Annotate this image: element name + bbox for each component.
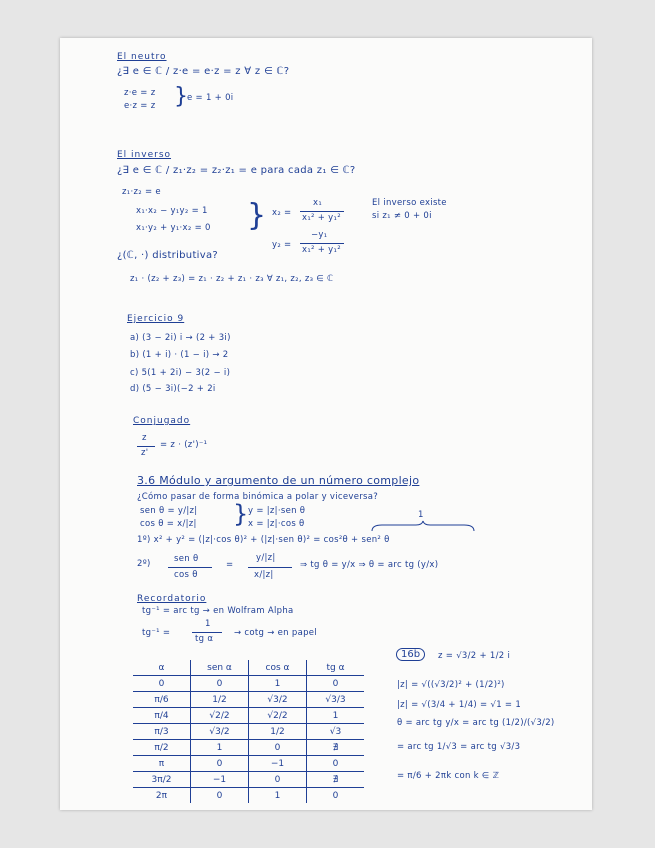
overbrace-label: 1 — [418, 510, 424, 520]
neutro-line2: e·z = z — [124, 101, 156, 111]
ejercicio-c: c) 5(1 + 2i) − 3(2 − i) — [130, 368, 231, 378]
table-cell: 3π/2 — [133, 772, 191, 788]
modulo-heading: 3.6 Módulo y argumento de un número complejo — [137, 474, 420, 487]
distributiva-question: ¿(ℂ, ·) distributiva? — [117, 250, 218, 261]
step1-equation: 1º) x² + y² = (|z|·cos θ)² + (|z|·sen θ)² = cos²θ + sen² θ — [137, 535, 390, 545]
header-alpha: α — [133, 660, 191, 676]
step2-num2: y/|z| — [256, 553, 276, 563]
table-cell: 1/2 — [191, 692, 249, 708]
trig-values-table — [133, 660, 364, 803]
step2-equals: = — [226, 560, 234, 570]
recordatorio-line2-label: tg⁻¹ = — [142, 628, 171, 638]
step2-label: 2º) — [137, 559, 151, 569]
inverso-eq2: x₁·y₂ + y₁·x₂ = 0 — [136, 223, 211, 233]
step2-num1: sen θ — [174, 554, 199, 564]
table-row — [133, 788, 364, 804]
table-cell: 1 — [307, 708, 365, 724]
inverso-note2: si z₁ ≠ 0 + 0i — [372, 211, 432, 221]
neutro-result: e = 1 + 0i — [187, 93, 234, 103]
distributiva-equation: z₁ · (z₂ + z₃) = z₁ · z₂ + z₁ · z₃ ∀ z₁, z₂, z₃ ∈ ℂ — [130, 274, 334, 284]
table-row — [133, 756, 364, 772]
argument-step2: = arc tg 1/√3 = arc tg √3/3 — [397, 742, 521, 752]
table-cell: π/3 — [133, 724, 191, 740]
table-cell: 0 — [191, 676, 249, 692]
x2-label: x₂ = — [272, 208, 292, 218]
neutro-brace: } — [174, 84, 188, 109]
table-cell: 1 — [191, 740, 249, 756]
table-cell: √3 — [307, 724, 365, 740]
table-cell: 0 — [133, 676, 191, 692]
header-tg: tg α — [307, 660, 365, 676]
table-cell: π/2 — [133, 740, 191, 756]
x2-numerator: x₁ — [313, 198, 323, 208]
table-cell: ∄ — [307, 740, 365, 756]
overbrace-mark — [370, 520, 476, 532]
conjugado-heading: Conjugado — [133, 416, 191, 426]
table-cell: 2π — [133, 788, 191, 804]
table-cell: ∄ — [307, 772, 365, 788]
table-cell: √3/2 — [191, 724, 249, 740]
conjugado-denominator: z' — [141, 448, 149, 458]
inverso-eq1: x₁·x₂ − y₁y₂ = 1 — [136, 206, 208, 216]
conjugado-fraction-bar — [137, 446, 155, 447]
conjugado-rhs: = z · (z')⁻¹ — [160, 440, 208, 450]
conjugado-numerator: z — [142, 433, 147, 443]
problem-tag: 16b — [396, 648, 425, 661]
y2-label: y₂ = — [272, 240, 292, 250]
table-cell: 0 — [191, 788, 249, 804]
problem-z: z = √3/2 + 1/2 i — [438, 651, 511, 661]
argument-result: = π/6 + 2πk con k ∈ ℤ — [397, 771, 500, 781]
x2-fraction-bar — [300, 211, 344, 212]
y2-numerator: −y₁ — [311, 230, 328, 240]
neutro-heading: El neutro — [117, 52, 167, 62]
y2-denominator: x₁² + y₁² — [302, 245, 341, 255]
table-cell: 1 — [249, 676, 307, 692]
table-cell: 0 — [249, 740, 307, 756]
neutro-question: ¿∃ e ∈ ℂ / z·e = e·z = z ∀ z ∈ ℂ? — [117, 66, 290, 77]
modulus-step2: |z| = √(3/4 + 1/4) = √1 = 1 — [397, 700, 522, 710]
step2-bar1 — [168, 567, 212, 568]
recordatorio-bar — [192, 632, 222, 633]
step2-den1: cos θ — [174, 570, 198, 580]
inverso-question: ¿∃ e ∈ ℂ / z₁·z₂ = z₂·z₁ = e para cada z₁ ∈ ℂ? — [117, 165, 356, 176]
header-cos: cos α — [249, 660, 307, 676]
table-cell: π — [133, 756, 191, 772]
recordatorio-num: 1 — [205, 619, 211, 629]
inverso-brace: } — [247, 198, 267, 233]
table-header-row — [133, 660, 364, 676]
table-cell: √3/3 — [307, 692, 365, 708]
table-cell: π/6 — [133, 692, 191, 708]
table-cell: √2/2 — [249, 708, 307, 724]
table-cell: 0 — [307, 676, 365, 692]
inverso-line1: z₁·z₂ = e — [122, 187, 161, 197]
cos-definition: cos θ = x/|z| — [140, 519, 197, 529]
ejercicio-a: a) (3 − 2i) i → (2 + 3i) — [130, 333, 231, 343]
table-cell: 0 — [191, 756, 249, 772]
table-row — [133, 692, 364, 708]
recordatorio-den: tg α — [195, 634, 214, 644]
inverso-heading: El inverso — [117, 150, 172, 160]
step2-den2: x/|z| — [254, 570, 274, 580]
table-row — [133, 772, 364, 788]
neutro-line1: z·e = z — [124, 88, 156, 98]
table-row — [133, 708, 364, 724]
sen-definition: sen θ = y/|z| — [140, 506, 198, 516]
table-cell: −1 — [249, 756, 307, 772]
recordatorio-heading: Recordatorio — [137, 594, 207, 604]
table-row — [133, 740, 364, 756]
inverso-note1: El inverso existe — [372, 198, 447, 208]
table-cell: 1/2 — [249, 724, 307, 740]
table-cell: 0 — [307, 788, 365, 804]
polar-brace: } — [233, 500, 249, 528]
header-sen: sen α — [191, 660, 249, 676]
step2-rest: ⇒ tg θ = y/x ⇒ θ = arc tg (y/x) — [300, 560, 439, 570]
table-cell: 1 — [249, 788, 307, 804]
table-cell: √3/2 — [249, 692, 307, 708]
argument-step1: θ = arc tg y/x = arc tg (1/2)/(√3/2) — [397, 718, 555, 728]
y2-fraction-bar — [300, 243, 344, 244]
y-polar-equation: y = |z|·sen θ — [248, 506, 306, 516]
x2-denominator: x₁² + y₁² — [302, 213, 341, 223]
table-row — [133, 676, 364, 692]
modulus-step1: |z| = √((√3/2)² + (1/2)²) — [397, 680, 505, 690]
ejercicio-d: d) (5 − 3i)(−2 + 2i — [130, 384, 216, 394]
recordatorio-line1: tg⁻¹ = arc tg → en Wolfram Alpha — [142, 606, 294, 616]
table-cell: 0 — [307, 756, 365, 772]
table-row — [133, 724, 364, 740]
table-cell: π/4 — [133, 708, 191, 724]
table-cell: √2/2 — [191, 708, 249, 724]
table-cell: 0 — [249, 772, 307, 788]
modulo-question: ¿Cómo pasar de forma binómica a polar y viceversa? — [137, 492, 379, 502]
ejercicio-heading: Ejercicio 9 — [127, 314, 185, 324]
x-polar-equation: x = |z|·cos θ — [248, 519, 305, 529]
recordatorio-line2-rest: → cotg → en papel — [234, 628, 317, 638]
table-cell: −1 — [191, 772, 249, 788]
ejercicio-b: b) (1 + i) · (1 − i) → 2 — [130, 350, 229, 360]
step2-bar2 — [248, 567, 292, 568]
